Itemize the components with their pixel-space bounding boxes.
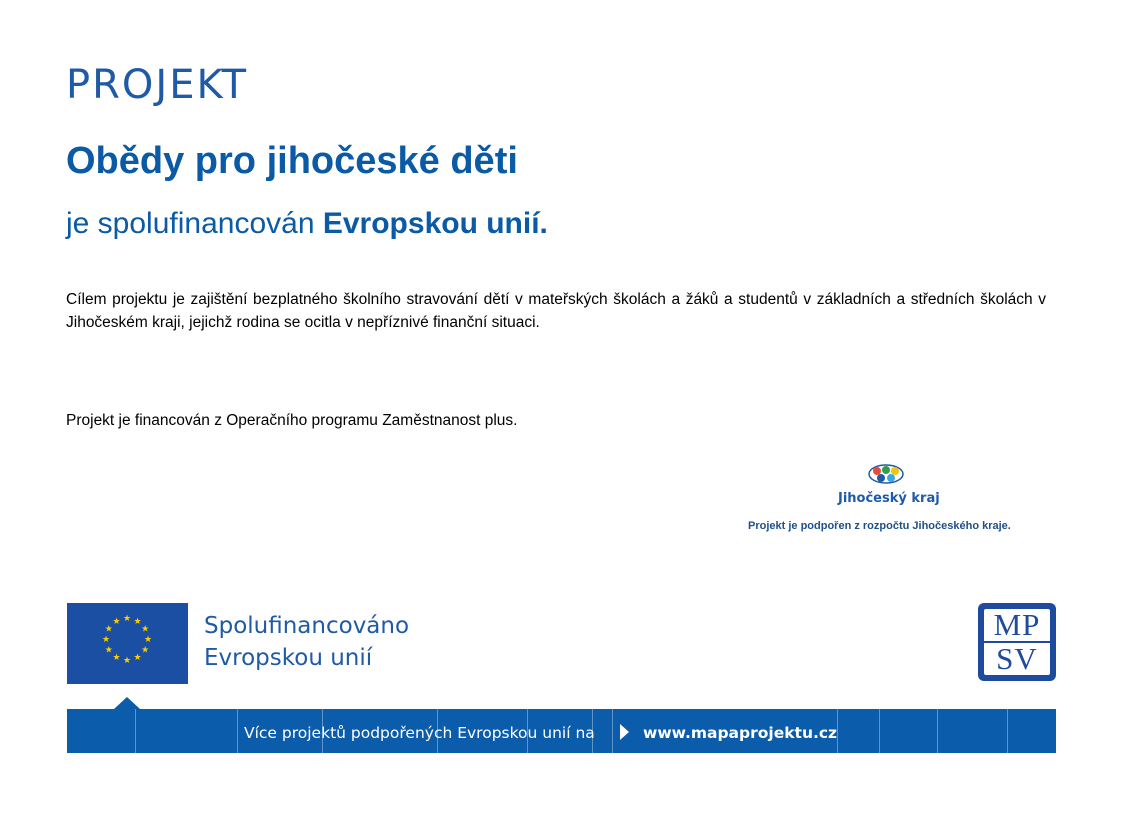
page-title: Obědy pro jihočeské děti [66,140,518,182]
banner-divider [837,709,838,753]
svg-text:★: ★ [101,635,111,645]
svg-text:★: ★ [104,645,113,656]
play-arrow-icon [620,724,629,740]
region-name: Jihočeský kraj [838,491,940,506]
banner-divider [879,709,880,753]
svg-text:★: ★ [133,653,142,664]
eu-flag-icon [67,603,188,684]
region-support-note: Projekt je podpořen z rozpočtu Jihočeského kraje. [748,520,1011,532]
svg-text:★: ★ [122,614,132,624]
eu-cofinancing-label [204,610,409,674]
mpsv-logo [978,603,1056,681]
svg-text:★: ★ [133,616,142,627]
svg-text:★: ★ [104,624,113,635]
mpsv-bottom-letters: SV [996,641,1038,676]
mpsv-logo-frame [984,609,1050,675]
banner-divider [612,709,613,753]
svg-text:★: ★ [112,616,121,627]
region-logo-icon [846,462,926,486]
banner-divider [135,709,136,753]
eu-line-2: Evropskou unií [204,645,373,671]
subtitle [66,207,548,241]
svg-text:★: ★ [112,653,121,664]
eyebrow-label: PROJEKT [66,62,249,108]
subtitle-prefix: je spolufinancován [66,207,323,240]
mapaprojektu-link[interactable]: www.mapaprojektu.cz [643,724,838,742]
svg-text:★: ★ [141,624,150,635]
banner-divider [937,709,938,753]
subtitle-bold: Evropskou unií. [322,207,548,240]
banner-text: Více projektů podpořených Evropskou unií na [244,724,595,742]
banner-divider [237,709,238,753]
eu-line-1: Spolufinancováno [204,613,410,639]
svg-text:★: ★ [141,645,150,656]
svg-text:★: ★ [122,656,132,666]
banner-notch [114,697,140,709]
svg-text:★: ★ [143,635,153,645]
funding-statement: Projekt je financován z Operačního programu Zaměstnanost plus. [66,412,518,429]
banner-divider [1007,709,1008,753]
mpsv-top-letters: MP [984,609,1050,643]
project-description: Cílem projektu je zajištění bezplatného školního stravování dětí v mateřských školách a žáků a studentů v základních a středních školách v Jihočeském kraji, jejichž rodina se ocitla v nepříznivé finanční situaci. [66,291,1046,331]
